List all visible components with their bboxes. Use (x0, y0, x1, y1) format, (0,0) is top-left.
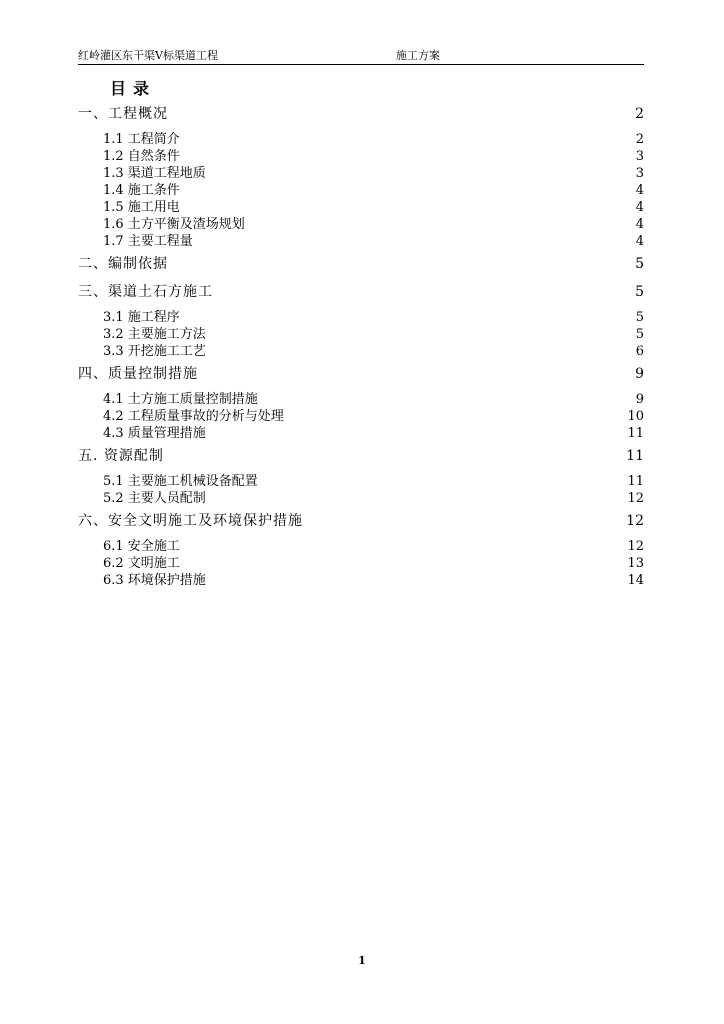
toc-subsection-title: 1.4 施工条件 (103, 183, 180, 198)
toc-subsection-entry[interactable] (78, 473, 644, 490)
toc-subsection-entry[interactable] (78, 343, 644, 360)
toc-subsection-entry[interactable] (78, 538, 644, 555)
table-of-contents (78, 100, 644, 589)
toc-section-title: 四、质量控制措施 (78, 366, 198, 382)
toc-subsection-title: 5.1 主要施工机械设备配置 (103, 474, 258, 489)
toc-subsection-title: 1.3 渠道工程地质 (103, 166, 206, 181)
toc-section-page: 11 (626, 448, 644, 464)
toc-subsection-page: 4 (635, 200, 644, 215)
toc-subsection-page: 4 (635, 234, 644, 249)
page-header (78, 48, 644, 65)
toc-subsection-title: 3.2 主要施工方法 (103, 327, 206, 342)
toc-subsection-title: 4.3 质量管理措施 (103, 426, 206, 441)
toc-subsection-entry[interactable] (78, 233, 644, 250)
toc-subsection-title: 1.1 工程简介 (103, 132, 180, 147)
toc-subsection-page: 11 (627, 474, 644, 489)
toc-title: 目录 (110, 79, 157, 98)
toc-subsection-page: 3 (635, 166, 644, 181)
toc-section-entry[interactable] (78, 250, 644, 278)
toc-section-title: 三、渠道土石方施工 (78, 284, 213, 300)
toc-subsection-title: 6.1 安全施工 (103, 539, 180, 554)
toc-section-title: 五. 资源配制 (78, 448, 164, 464)
toc-subsection-entry[interactable] (78, 391, 644, 408)
toc-subsection-title: 6.3 环境保护措施 (103, 573, 206, 588)
toc-subsection-page: 4 (635, 183, 644, 198)
toc-subsection-page: 6 (635, 344, 644, 359)
toc-subsection-entry[interactable] (78, 216, 644, 233)
toc-subsection-entry[interactable] (78, 425, 644, 442)
toc-section-page: 2 (635, 106, 644, 122)
toc-section-entry[interactable] (78, 442, 644, 470)
toc-section-title: 一、工程概况 (78, 106, 168, 122)
toc-section-entry[interactable] (78, 278, 644, 306)
toc-section-entry[interactable] (78, 360, 644, 388)
toc-section-page: 5 (635, 284, 644, 300)
toc-subsection-page: 5 (635, 327, 644, 342)
toc-subsection-entry[interactable] (78, 490, 644, 507)
toc-subsection-entry[interactable] (78, 408, 644, 425)
toc-subsection-entry[interactable] (78, 555, 644, 572)
header-document-type: 施工方案 (396, 49, 440, 62)
toc-subsection-page: 12 (627, 491, 644, 506)
toc-subsection-entry[interactable] (78, 148, 644, 165)
toc-section-entry[interactable] (78, 100, 644, 128)
toc-section-page: 12 (626, 513, 644, 529)
toc-subsection-title: 4.2 工程质量事故的分析与处理 (103, 409, 284, 424)
toc-subsection-title: 1.5 施工用电 (103, 200, 180, 215)
toc-subsection-entry[interactable] (78, 572, 644, 589)
toc-subsection-entry[interactable] (78, 326, 644, 343)
toc-subsection-entry[interactable] (78, 165, 644, 182)
toc-subsection-page: 12 (627, 539, 644, 554)
toc-subsection-page: 5 (635, 310, 644, 325)
header-project-name: 红岭灌区东干渠Ⅴ标渠道工程 (78, 49, 218, 62)
toc-section-entry[interactable] (78, 507, 644, 535)
toc-section-page: 9 (635, 366, 644, 382)
toc-subsection-entry[interactable] (78, 131, 644, 148)
toc-subsection-page: 10 (627, 409, 644, 424)
toc-subsection-page: 11 (627, 426, 644, 441)
toc-subsection-entry[interactable] (78, 199, 644, 216)
toc-subsection-page: 3 (635, 149, 644, 164)
toc-subsection-page: 9 (635, 392, 644, 407)
toc-subsection-title: 1.7 主要工程量 (103, 234, 193, 249)
toc-subsection-page: 14 (627, 573, 644, 588)
toc-subsection-title: 6.2 文明施工 (103, 556, 180, 571)
toc-subsection-title: 1.6 土方平衡及渣场规划 (103, 217, 245, 232)
toc-subsection-title: 3.3 开挖施工工艺 (103, 344, 206, 359)
toc-subsection-entry[interactable] (78, 309, 644, 326)
page-number: 1 (358, 954, 366, 967)
toc-subsection-entry[interactable] (78, 182, 644, 199)
toc-subsection-title: 3.1 施工程序 (103, 310, 180, 325)
toc-section-page: 5 (635, 256, 644, 272)
toc-subsection-title: 5.2 主要人员配制 (103, 491, 206, 506)
toc-section-title: 六、安全文明施工及环境保护措施 (78, 513, 303, 529)
toc-subsection-title: 1.2 自然条件 (103, 149, 180, 164)
toc-subsection-title: 4.1 土方施工质量控制措施 (103, 392, 258, 407)
toc-subsection-page: 4 (635, 217, 644, 232)
toc-subsection-page: 2 (635, 132, 644, 147)
toc-section-title: 二、编制依据 (78, 256, 168, 272)
toc-subsection-page: 13 (627, 556, 644, 571)
